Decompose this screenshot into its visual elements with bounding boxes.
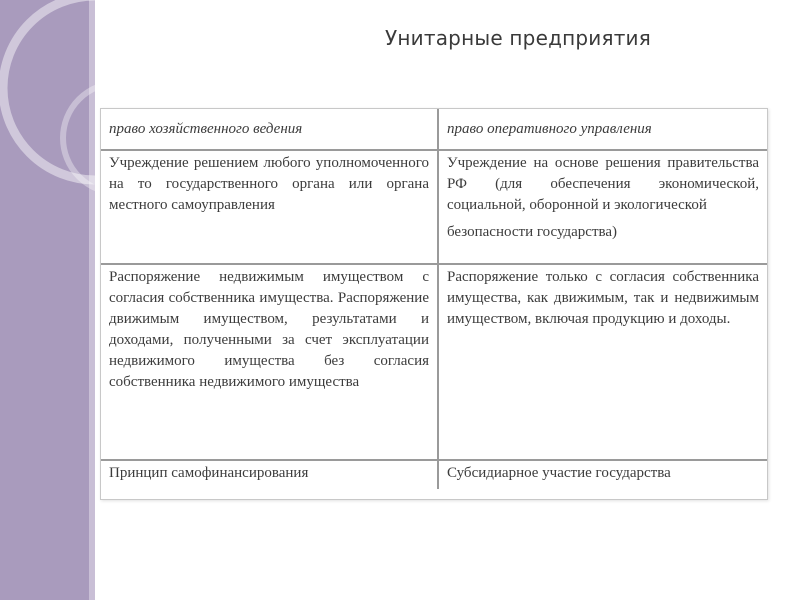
cell-left: Принцип самофинансирования	[101, 460, 438, 489]
cell-left: Распоряжение недвижимым имуществом с согласия собственника имущества. Распоряжение движимым имуществом, результатами и доходами, полученными за счет эксплуатации недвижимого имущества без согласия собственника недвижимого имущества	[101, 264, 438, 460]
cell-right	[438, 150, 767, 264]
cell-text: Учреждение на основе решения правительства РФ (для обеспечения экономической, социальной, оборонной и экологической	[447, 155, 759, 213]
cell-right: Субсидиарное участие государства	[447, 465, 671, 481]
table-header-row	[101, 109, 767, 150]
comparison-table	[100, 108, 768, 500]
table-row	[101, 150, 767, 264]
cell-text: безопасности государства)	[447, 224, 618, 240]
table-row	[101, 264, 767, 460]
cell-right: Распоряжение только с согласия собственника имущества, как движимым, так и недвижимым имуществом, включая продукцию и доходы.	[438, 264, 767, 460]
cell-left: Учреждение решением любого уполномоченного на то государственного органа или органа местного самоуправления	[101, 150, 438, 264]
table-row	[101, 460, 767, 489]
slide-title: Унитарные предприятия	[385, 26, 651, 50]
header-right: право оперативного управления	[438, 109, 767, 150]
header-left: право хозяйственного ведения	[101, 109, 438, 150]
